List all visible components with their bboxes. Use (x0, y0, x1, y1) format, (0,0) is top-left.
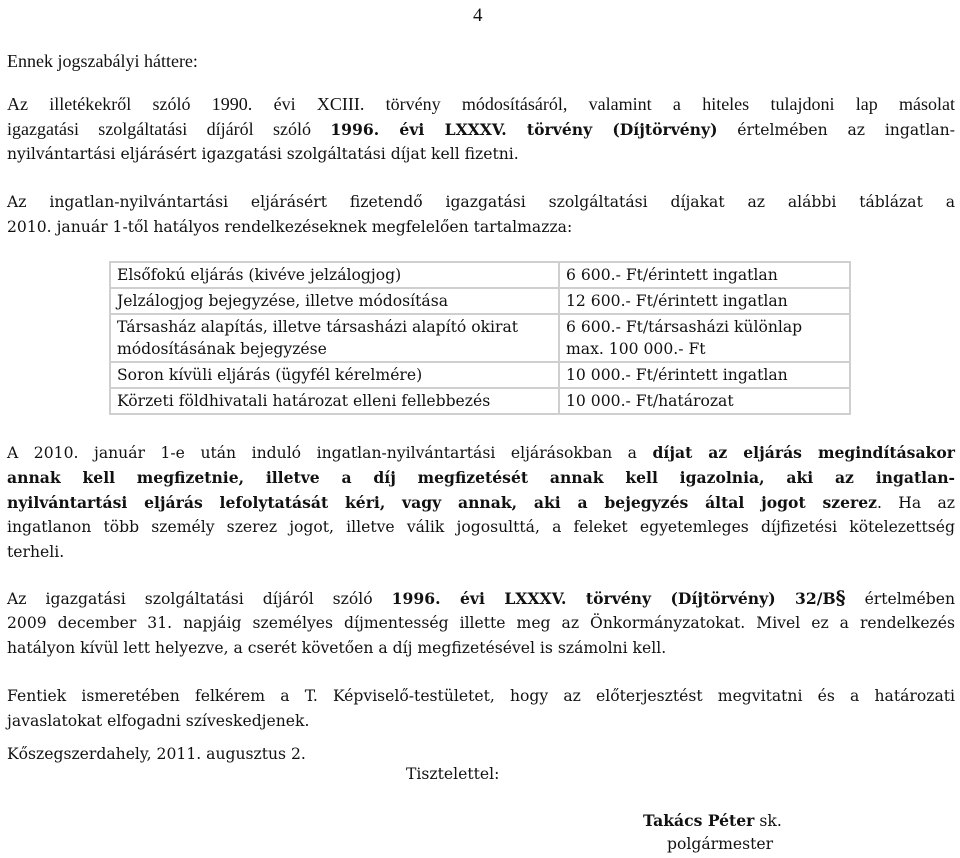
law-reference: 1996. évi LXXXV. törvény (Díjtörvény) (330, 120, 718, 139)
table-cell-fee: 10 000.- Ft/határozat (559, 388, 850, 414)
table-cell-fee (559, 314, 850, 362)
cell-line: Társasház alapítás, illetve társasházi alapító okirat (117, 318, 519, 336)
paragraph-line: Az illetékekről szóló 1990. évi XCIII. törvény módosításáról, valamint a hiteles tulajdoni lap másolat (7, 94, 955, 114)
paragraph-line (7, 117, 955, 143)
paragraph-line: annak kell megfizetnie, illetve a díj megfizetését annak kell igazolnia, aki az ingatlan- (7, 468, 955, 487)
paragraph-line: nyilvántartási eljárásért igazgatási szolgáltatási díjat kell fizetni. (7, 145, 519, 163)
text-span: A 2010. január 1-e után induló ingatlan-nyilvántartási eljárásokban a (7, 444, 653, 462)
table-row (110, 362, 850, 388)
table-cell-procedure: Elsőfokú eljárás (kivéve jelzálogjog) (110, 262, 559, 288)
section-sign: § (835, 587, 846, 609)
fee-table (109, 261, 851, 415)
table-cell-procedure (110, 314, 559, 362)
paragraph-line: 2010. január 1-től hatályos rendelkezéseknek megfelelően tartalmazza: (7, 218, 573, 236)
paragraph-line (7, 586, 955, 612)
text-span: . Ha az (877, 494, 955, 512)
signer-title: polgármester (667, 835, 774, 853)
table-cell-procedure: Soron kívüli eljárás (ügyfél kérelmére) (110, 362, 559, 388)
paragraph-line: terheli. (7, 543, 65, 561)
paragraph-line (7, 440, 955, 466)
signer-name: Takács Péter (643, 811, 755, 830)
table-cell-procedure: Körzeti földhivatali határozat elleni fellebbezés (110, 388, 559, 414)
bold-text: nyilvántartási eljárás lefolytatását kéri, vagy annak, aki a bejegyzés által jogot szerez (7, 493, 877, 512)
table-row (110, 288, 850, 314)
signature-greeting: Tisztelettel: (406, 765, 500, 783)
table-row (110, 314, 850, 362)
paragraph-line: Az ingatlan-nyilvántartási eljárásért fizetendő igazgatási szolgáltatási díjakat az alábbi táblázat a (7, 193, 955, 211)
page-number: 4 (473, 5, 483, 26)
paragraph-line: Fentiek ismeretében felkérem a T. Képviselő-testületet, hogy az előterjesztést megvitatni és a határozati (7, 687, 955, 705)
paragraph-line: ingatlanon több személy szerez jogot, illetve válik jogosulttá, a feleket egyetemleges díjfizetési kötelezettség (7, 518, 955, 536)
section-heading: Ennek jogszabályi háttere: (7, 51, 198, 71)
paragraph-line: javaslatokat elfogadni szíveskedjenek. (7, 712, 310, 730)
table-row (110, 388, 850, 414)
cell-line: 6 600.- Ft/társasházi különlap (566, 318, 803, 336)
bold-text: díjat az eljárás megindításakor (652, 443, 955, 462)
table-row (110, 262, 850, 288)
text-span: értelmében (845, 590, 956, 608)
table-cell-fee: 12 600.- Ft/érintett ingatlan (559, 288, 850, 314)
place-date: Kőszegszerdahely, 2011. augusztus 2. (7, 745, 306, 763)
paragraph-line (7, 490, 955, 516)
paragraph-line: hatályon kívül lett helyezve, a cserét követően a díj megfizetésével is számolni kell. (7, 639, 667, 657)
signer-sk: sk. (754, 812, 782, 830)
cell-line: max. 100 000.- Ft (566, 340, 706, 358)
table-cell-procedure: Jelzálogjog bejegyzése, illetve módosítása (110, 288, 559, 314)
text-span: igazgatási szolgáltatási díjáról szóló (7, 119, 331, 139)
text-span: értelmében az ingatlan- (717, 121, 955, 139)
cell-line: módosításának bejegyzése (117, 340, 327, 358)
table-cell-fee: 6 600.- Ft/érintett ingatlan (559, 262, 850, 288)
table-cell-fee: 10 000.- Ft/érintett ingatlan (559, 362, 850, 388)
text-span: Az igazgatási szolgáltatási díjáról szóló (7, 590, 392, 608)
law-reference: 1996. évi LXXXV. törvény (Díjtörvény) 32/B (391, 589, 836, 608)
paragraph-line: 2009 december 31. napjáig személyes díjmentesség illette meg az Önkormányzatokat. Mivel ez a rendelkezés (7, 614, 955, 632)
signature-name-line (643, 808, 782, 834)
